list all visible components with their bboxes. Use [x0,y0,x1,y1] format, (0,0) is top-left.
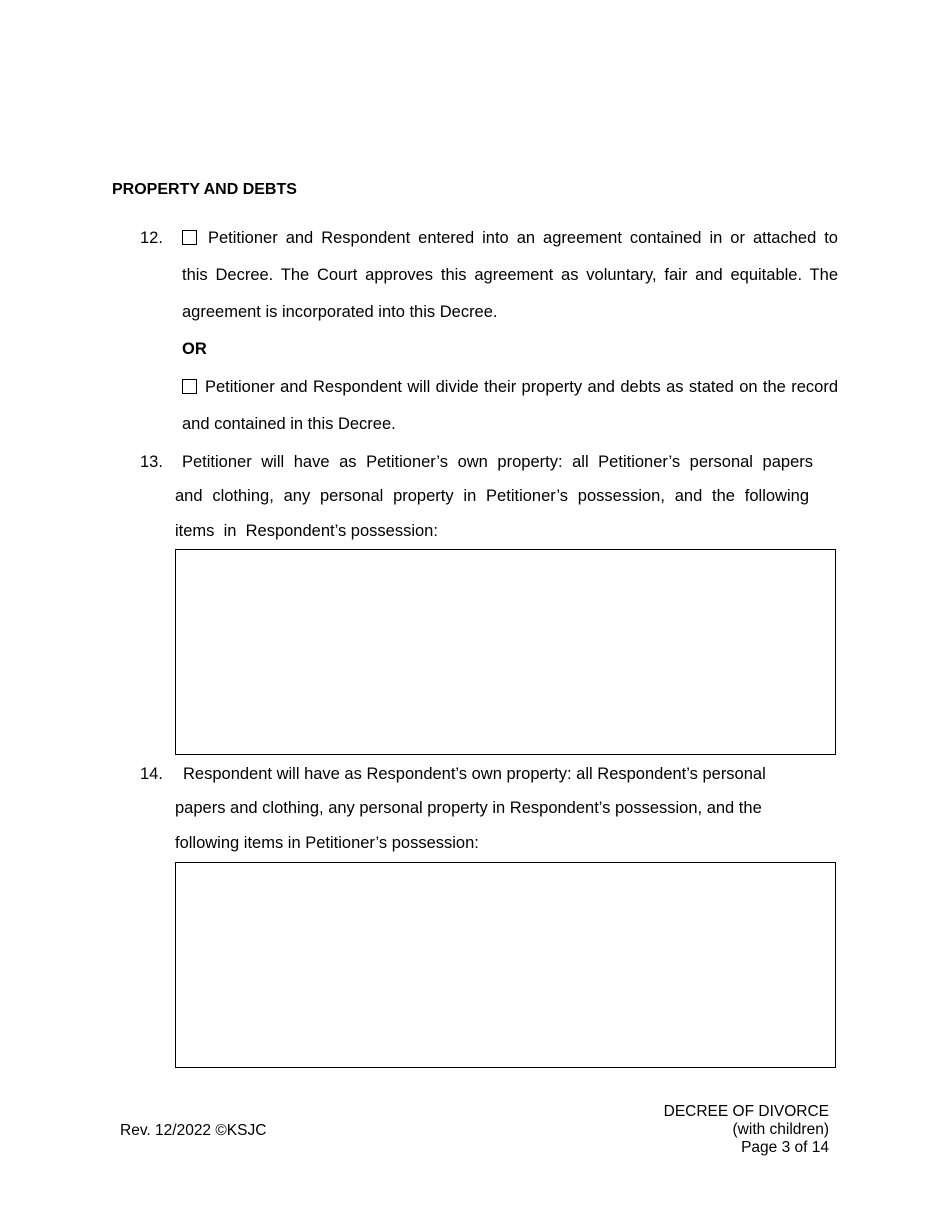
item-14-line-3: following items in Petitioner’s possession: [175,834,479,852]
item-14-number: 14. [140,765,163,783]
footer-page-number: Page 3 of 14 [741,1139,829,1156]
item-14-line-2: papers and clothing, any personal property in Respondent’s possession, and the [175,799,762,817]
checkbox-icon[interactable] [182,230,197,245]
item-12-option2-line-2: and contained in this Decree. [182,415,396,433]
item-12-option2-line-1: Petitioner and Respondent will divide their property and debts as stated on the record [205,378,838,396]
item-13-line-3: items in Respondent’s possession: [175,522,438,540]
footer-revision: Rev. 12/2022 ©KSJC [120,1122,267,1139]
item-13-items-textbox[interactable] [175,549,836,755]
checkbox-icon[interactable] [182,379,197,394]
item-12-option2-checkbox[interactable] [182,378,197,397]
item-12-option1-checkbox[interactable] [182,229,197,248]
item-12-option1-line-2: this Decree. The Court approves this agreement as voluntary, fair and equitable. The [182,266,838,284]
section-heading: PROPERTY AND DEBTS [112,181,297,198]
item-12-number: 12. [140,229,163,247]
item-12-option1-line-1: Petitioner and Respondent entered into an agreement contained in or attached to [208,229,838,247]
item-14-items-textbox[interactable] [175,862,836,1068]
item-12-option1-line-3: agreement is incorporated into this Decree. [182,303,498,321]
item-13-number: 13. [140,453,163,471]
item-14-line-1: Respondent will have as Respondent’s own property: all Respondent’s personal [183,765,766,783]
footer-doc-title: DECREE OF DIVORCE [663,1103,829,1120]
item-13-line-2: and clothing, any personal property in Petitioner’s possession, and the following [175,487,809,505]
footer-doc-subtitle: (with children) [732,1121,829,1138]
or-label: OR [182,340,207,358]
item-13-line-1: Petitioner will have as Petitioner’s own property: all Petitioner’s personal papers [182,453,813,471]
footer-doc-info [664,1103,829,1157]
